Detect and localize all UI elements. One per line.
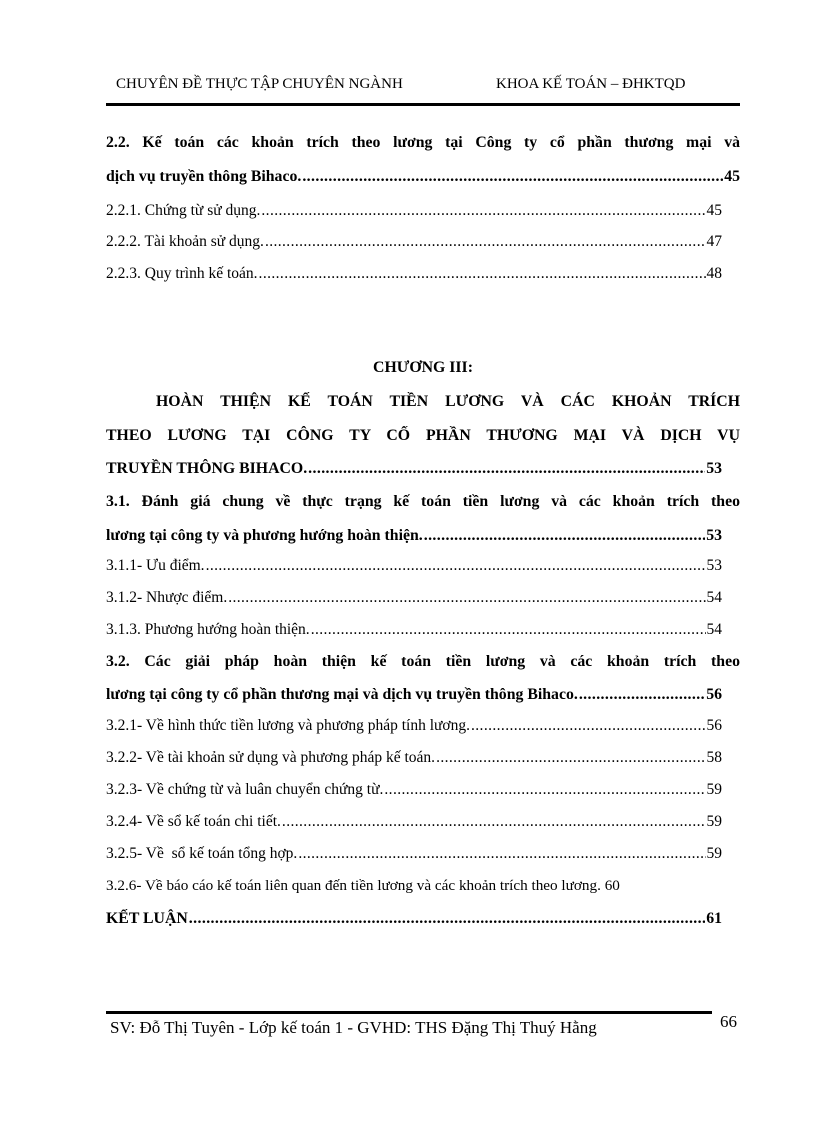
chapter-page: 53	[706, 460, 722, 477]
dot-leader	[308, 459, 705, 479]
toc-3-1-2-page: 54	[706, 589, 722, 606]
toc-3-1-1-page: 53	[706, 557, 722, 574]
dot-leader	[206, 556, 706, 576]
dot-leader	[424, 526, 705, 546]
toc-3-1-1-text: 3.1.1- Ưu điểm.	[106, 557, 205, 574]
dot-leader	[259, 264, 706, 284]
chapter-title-line3	[106, 459, 722, 479]
toc-2-2-3-text: 2.2.3. Quy trình kế toán.	[106, 265, 258, 282]
header-divider	[106, 103, 740, 106]
toc-3-2-4	[106, 812, 722, 832]
footer-divider	[106, 1011, 712, 1014]
dot-leader	[189, 909, 705, 929]
toc-3-2-line2	[106, 685, 722, 705]
toc-2-2-3-page: 48	[706, 265, 722, 282]
toc-3-2-3-text: 3.2.3- Về chứng từ và luân chuyển chứng từ.	[106, 781, 384, 798]
toc-2-2-3	[106, 264, 722, 284]
toc-3-2-5-text: 3.2.5- Về sổ kế toán tổng hợp.	[106, 845, 298, 862]
toc-3-2-5-page: 59	[706, 845, 722, 862]
dot-leader	[384, 780, 705, 800]
toc-3-2-1	[106, 716, 722, 736]
toc-3-2-2-text: 3.2.2- Về tài khoản sử dụng và phương pháp kế toán.	[106, 749, 436, 766]
chapter-title-line2: THEO LƯƠNG TẠI CÔNG TY CỔ PHẦN THƯƠNG MẠI VÀ DỊCH VỤ	[106, 427, 740, 444]
toc-2-2-page: 45	[724, 168, 740, 185]
toc-2-2-text: dịch vụ truyền thông Bihaco.	[106, 168, 302, 185]
toc-3-2-1-page: 56	[706, 717, 722, 734]
footer-page-number: 66	[720, 1012, 737, 1031]
toc-3-1-page: 53	[706, 527, 722, 544]
toc-2-2-1-page: 45	[706, 202, 722, 219]
toc-3-1-text: lương tại công ty và phương hướng hoàn thiện.	[106, 527, 423, 544]
dot-leader	[579, 685, 705, 705]
toc-3-2-1-text: 3.2.1- Về hình thức tiền lương và phương pháp tính lương.	[106, 717, 470, 734]
toc-2-2-1-text: 2.2.1. Chứng từ sử dụng.	[106, 202, 261, 219]
toc-conclusion	[106, 909, 722, 929]
toc-2-2-2	[106, 232, 722, 252]
toc-3-1-line1: 3.1. Đánh giá chung về thực trạng kế toán tiền lương và các khoản trích theo	[106, 493, 740, 510]
toc-3-2-text: lương tại công ty cổ phần thương mại và dịch vụ truyền thông Bihaco.	[106, 686, 578, 703]
dot-leader	[471, 716, 706, 736]
toc-3-2-3	[106, 780, 722, 800]
toc-3-2-2	[106, 748, 722, 768]
dot-leader	[302, 167, 723, 187]
footer-author-line: SV: Đỗ Thị Tuyên - Lớp kế toán 1 - GVHD: THS Đặng Thị Thuý Hằng	[110, 1018, 597, 1037]
toc-3-1-1	[106, 556, 722, 576]
chapter-label: CHƯƠNG III:	[373, 359, 473, 376]
toc-2-2-2-page: 47	[706, 233, 722, 250]
toc-2-2-line1: 2.2. Kế toán các khoản trích theo lương tại Công ty cổ phần thương mại và	[106, 134, 740, 151]
toc-3-1-3-text: 3.1.3. Phương hướng hoàn thiện.	[106, 621, 310, 638]
toc-3-2-4-page: 59	[706, 813, 722, 830]
toc-3-2-page: 56	[706, 686, 722, 703]
toc-conclusion-page: 61	[706, 910, 722, 927]
chapter-title-line1: HOÀN THIỆN KẾ TOÁN TIỀN LƯƠNG VÀ CÁC KHOẢN TRÍCH	[156, 393, 740, 410]
toc-3-1-2	[106, 588, 722, 608]
toc-3-1-3	[106, 620, 722, 640]
toc-3-1-2-text: 3.1.2- Nhược điểm.	[106, 589, 228, 606]
toc-2-2-2-text: 2.2.2. Tài khoản sử dụng.	[106, 233, 264, 250]
header-right-title: KHOA KẾ TOÁN – ĐHKTQD	[496, 76, 686, 92]
toc-2-2-1	[106, 201, 722, 221]
chapter-title-line3-text: TRUYỀN THÔNG BIHACO.	[106, 460, 308, 477]
toc-conclusion-text: KẾT LUẬN	[106, 910, 188, 927]
toc-3-2-2-page: 58	[706, 749, 722, 766]
toc-2-2-line2	[106, 167, 740, 187]
dot-leader	[265, 232, 706, 252]
toc-3-2-4-text: 3.2.4- Về sổ kế toán chi tiết.	[106, 813, 281, 830]
dot-leader	[282, 812, 706, 832]
header-left-title: CHUYÊN ĐỀ THỰC TẬP CHUYÊN NGÀNH	[116, 76, 403, 92]
dot-leader	[228, 588, 705, 608]
toc-3-1-3-page: 54	[706, 621, 722, 638]
toc-3-2-5	[106, 844, 722, 864]
dot-leader	[298, 844, 705, 864]
toc-3-2-line1: 3.2. Các giải pháp hoàn thiện kế toán tiền lương và các khoản trích theo	[106, 653, 740, 670]
dot-leader	[261, 201, 705, 221]
toc-3-2-6: 3.2.6- Về báo cáo kế toán liên quan đến tiền lương và các khoản trích theo lương. 60	[106, 877, 620, 894]
toc-3-1-line2	[106, 526, 722, 546]
dot-leader	[311, 620, 706, 640]
dot-leader	[436, 748, 705, 768]
toc-3-2-3-page: 59	[706, 781, 722, 798]
